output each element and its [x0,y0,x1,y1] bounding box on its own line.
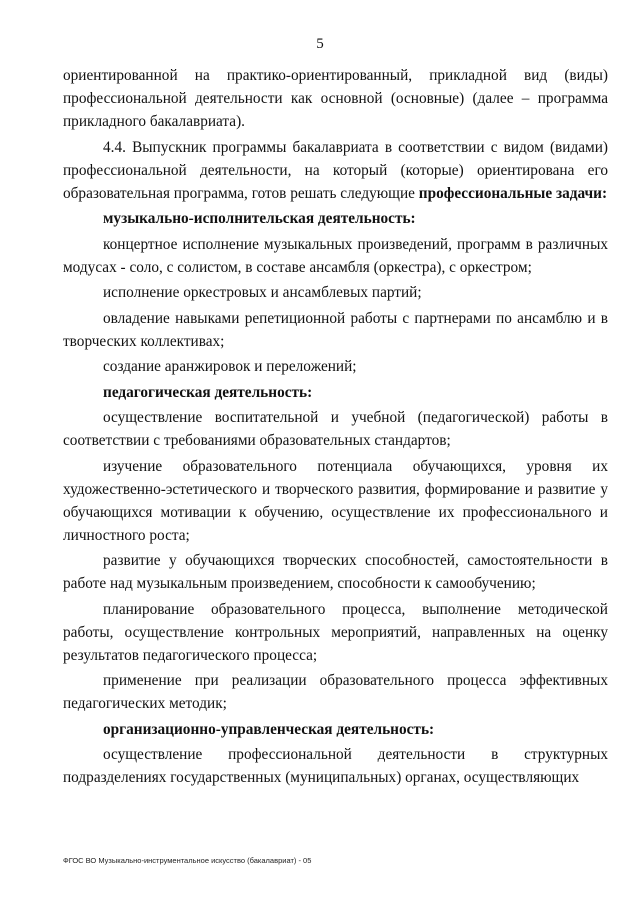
paragraph: развитие у обучающихся творческих способностей, самостоятельности в работе над музыкальным произведением, способности к самообучению; [63,552,608,592]
paragraph: исполнение оркестровых и ансамблевых партий; [103,284,422,301]
paragraph-bold-text: профессиональные задачи: [418,184,608,202]
paragraph: осуществление воспитательной и учебной (педагогической) работы в соответствии с требованиями образовательных стандартов; [63,409,608,449]
paragraph: создание аранжировок и переложений; [103,358,357,375]
paragraph: планирование образовательного процесса, выполнение методической работы, осуществление контрольных мероприятий, направленных на оценку результатов педагогического процесса; [63,600,608,664]
document-body [63,64,608,792]
paragraph [63,64,608,133]
paragraph: овладение навыками репетиционной работы с партнерами по ансамблю и в творческих коллективах; [63,309,608,350]
paragraph [63,136,608,205]
section-heading: музыкально-исполнительская деятельность: [103,210,416,227]
section-heading: организационно-управленческая деятельность: [103,720,435,738]
paragraph: осуществление профессиональной деятельности в структурных подразделениях государственных (муниципальных) органах, осуществляющих [63,746,608,786]
page-number: 5 [316,36,324,52]
paragraph: применение при реализации образовательного процесса эффективных педагогических методик; [63,672,608,712]
paragraph: изучение образовательного потенциала обучающихся, уровня их художественно-эстетического и творческого развития, формирование и развитие у обучающихся мотивации к обучению, осуществление их профессионального и личностного роста; [63,457,608,544]
paragraph-text: 4.4. Выпускник программы бакалавриата в соответствии с видом (видами) профессиональной деятельности, на который (которые) ориентирована его образовательная программа, готов решать следующие [63,138,608,202]
paragraph-text: ориентированной на практико-ориентированный, прикладной вид (виды) профессиональной деятельности как основной (основные) (далее – программа прикладного бакалавриата). [63,67,608,130]
section-heading: педагогическая деятельность: [103,383,313,401]
paragraph: концертное исполнение музыкальных произведений, программ в различных модусах - соло, с солистом, в составе ансамбля (оркестра), с оркестром; [63,235,608,276]
page-footer: ФГОС ВО Музыкально-инструментальное искусство (бакалавриат) - 05 [63,856,312,865]
